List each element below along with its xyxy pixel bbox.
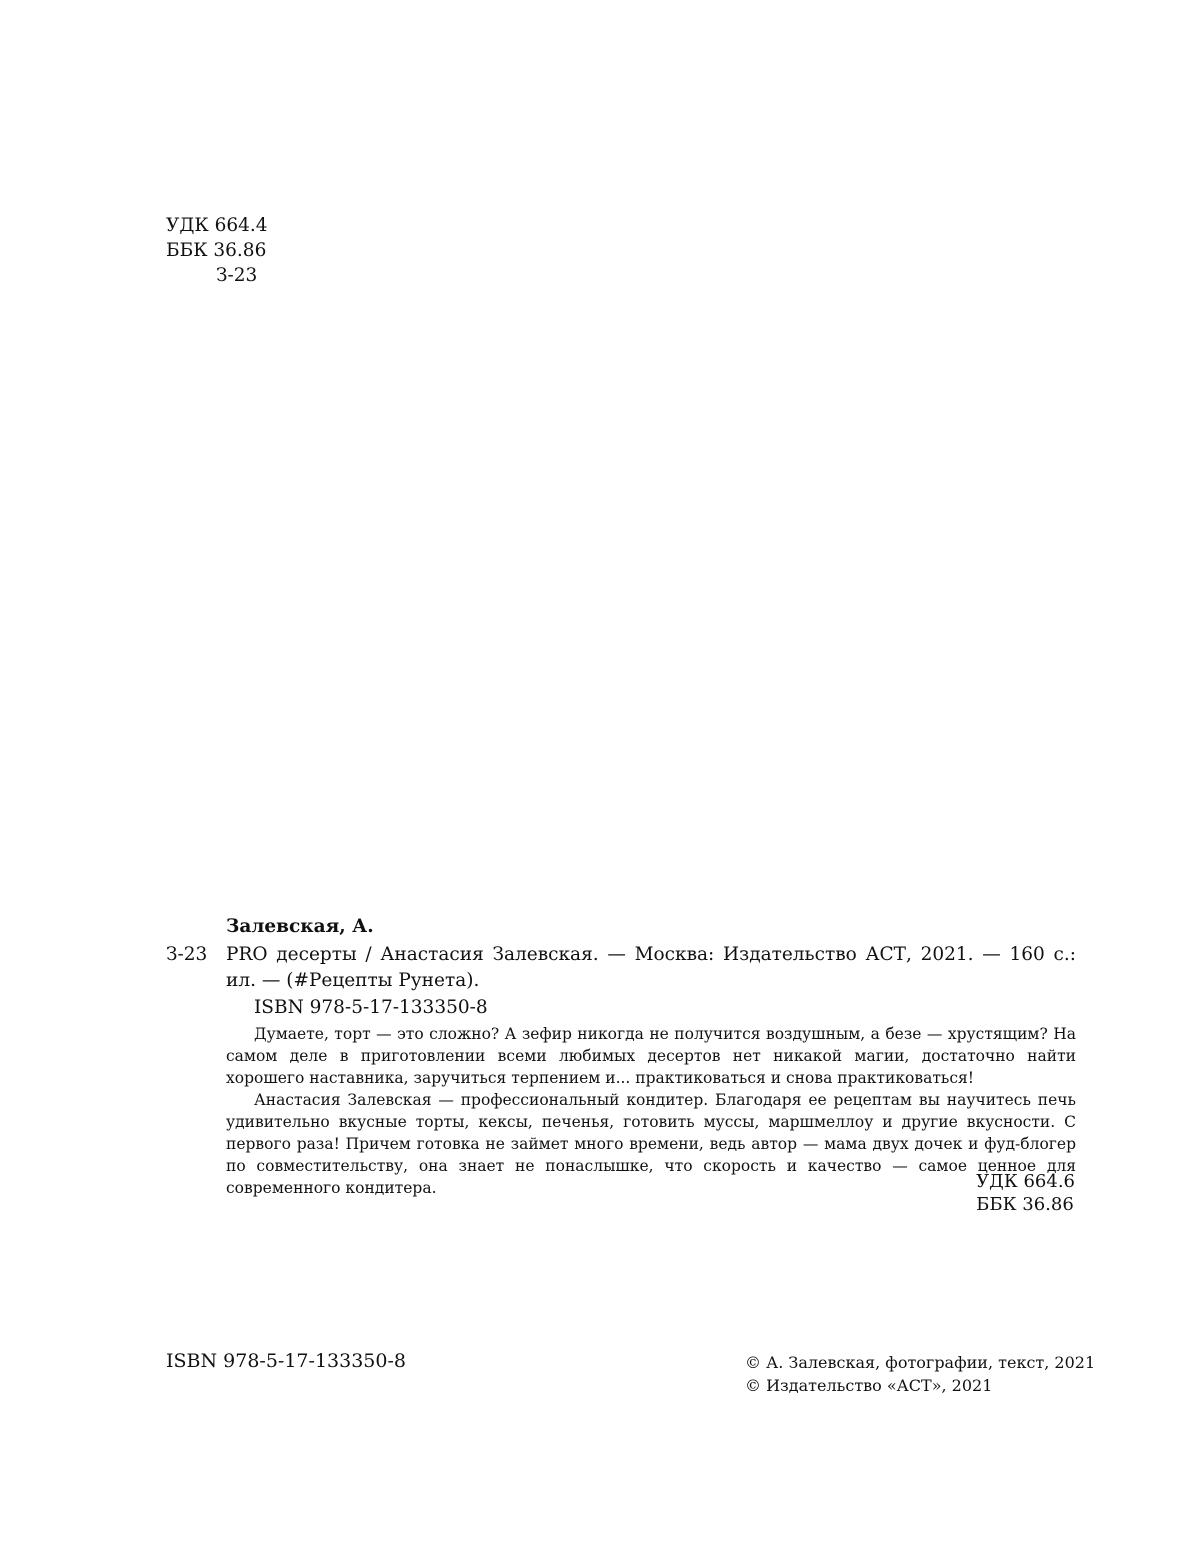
bbk-code: ББК 36.86 (166, 240, 267, 261)
bbk-code: ББК 36.86 (976, 1194, 1074, 1215)
author-sign: З-23 (216, 265, 258, 286)
copyright-line: © А. Залевская, фотографии, текст, 2021 (745, 1353, 1096, 1372)
udk-code: УДК 664.6 (976, 1171, 1075, 1192)
bib-description: PRO десерты / Анастасия Залевская. — Москва: Издательство АСТ, 2021. — 160 с.: ил. — (#Рецепты Рунета). (226, 944, 1076, 991)
bib-author-sign: З-23 (166, 944, 208, 965)
annotation-paragraph: Думаете, торт — это сложно? А зефир никогда не получится воздушным, а безе — хрустящим? На самом деле в приготовлении всеми любимых десертов нет никакой магии, достаточно найти хорошего наставника, заручиться терпением и... практиковаться и снова практиковаться! (226, 1025, 1076, 1087)
copyright-block (745, 1351, 1095, 1397)
bib-author: Залевская, А. (226, 916, 374, 937)
annotation (226, 1023, 1076, 1199)
footer-isbn: ISBN 978-5-17-133350-8 (166, 1350, 406, 1372)
bib-isbn: ISBN 978-5-17-133350-8 (254, 997, 488, 1018)
udk-code: УДК 664.4 (166, 215, 268, 236)
top-classification-codes (166, 213, 268, 288)
bottom-classification-codes (976, 1170, 1075, 1216)
annotation-paragraph: Анастасия Залевская — профессиональный кондитер. Благодаря ее рецептам вы научитесь печь удивительно вкусные торты, кексы, печенья, готовить муссы, маршмеллоу и другие вкусности. С первого раза! Причем готовка не займет много времени, ведь автор — мама двух дочек и фуд-блогер по совместительству, она знает не понаслышке, что скорость и качество — самое ценное для современного кондитера. (226, 1091, 1076, 1197)
copyright-line: © Издательство «АСТ», 2021 (745, 1376, 993, 1395)
